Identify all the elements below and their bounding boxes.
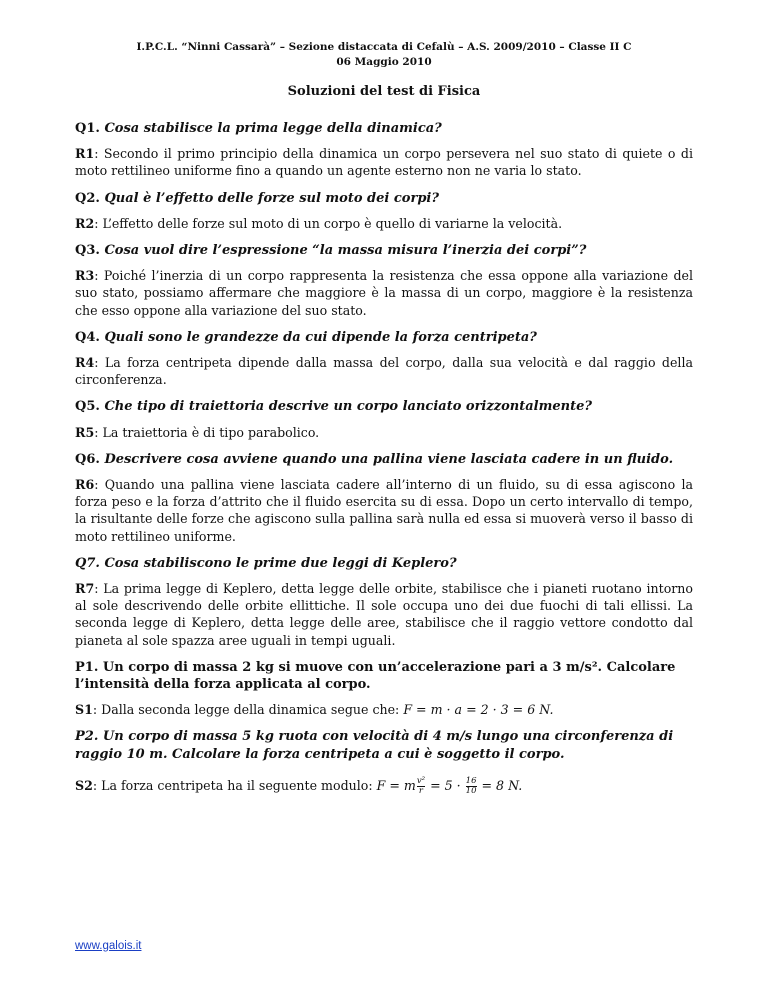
formula-newton: F = m · a = 2 · 3 = 6 N. <box>403 702 554 718</box>
problem-2: P2. Un corpo di massa 5 kg ruota con velocità di 4 m/s lungo una circonferenza di raggio 10 m. Calcolare la forza centripeta a cui è soggetto il corpo. <box>75 729 674 762</box>
answer-1: R1: Secondo il primo principio della dinamica un corpo persevera nel suo stato di quiete o di moto rettilineo uniforme fino a quando un agente esterno non ne varia lo stato. <box>75 146 693 179</box>
answer-7: R7: La prima legge di Keplero, detta legge delle orbite, stabilisce che i pianeti ruotano intorno al sole descrivendo delle orbite ellittiche. Il sole occupa uno dei due fuochi di tali ellissi. La seconda legge di Keplero, detta legge delle aree, stabilisce che il raggio vettore condotto dal pianeta al sole spazza aree uguali in tempi uguali. <box>75 581 693 648</box>
answer-6: R6: Quando una pallina viene lasciata cadere all’interno di un fluido, su di essa agiscono la forza peso e la forza d’attrito che il fluido esercita su di essa. Dopo un certo intervallo di tempo, la risultante delle forze che agiscono sulla pallina sarà nulla ed essa si muoverà verso il basso di moto rettilineo uniforme. <box>75 477 693 544</box>
question-2: Q2. Qual è l’effetto delle forze sul moto dei corpi? <box>75 190 439 206</box>
question-7: Q7. Cosa stabiliscono le prime due leggi di Keplero? <box>75 555 457 571</box>
question-1: Q1. Cosa stabilisce la prima legge della dinamica? <box>75 121 442 136</box>
solution-2: S2: La forza centripeta ha il seguente modulo: F = m $\frac{\text{v²}}{r}$ = 5 · $\frac{16}{10}$ = 8 N. <box>75 775 523 796</box>
answer-5: R5: La traiettoria è di tipo parabolico. <box>75 424 320 440</box>
header-school-line: I.P.C.L. “Ninni Cassarà” – Sezione distaccata di Cefalù – A.S. 2009/2010 – Classe II C <box>136 41 632 53</box>
solution-1: S1: Dalla seconda legge della dinamica segue che: F = m · a = 2 · 3 = 6 N. <box>75 702 554 718</box>
document-header <box>0 40 768 70</box>
answer-2: R2: L’effetto delle forze sul moto di un corpo è quello di variarne la velocità. <box>75 215 563 231</box>
question-3: Q3. Cosa vuol dire l’espressione “la massa misura l’inerzia dei corpi”? <box>75 243 587 259</box>
answer-4: R4: La forza centripeta dipende dalla massa del corpo, dalla sua velocità e dal raggio della circonferenza. <box>75 355 693 388</box>
problem-1: P1. Un corpo di massa 2 kg si muove con un’accelerazione pari a 3 m/s². Calcolare l’intensità della forza applicata al corpo. <box>75 659 676 693</box>
document-title: Soluzioni del test di Fisica <box>287 84 481 99</box>
header-date: 06 Maggio 2010 <box>336 56 432 68</box>
question-4: Q4. Quali sono le grandezze da cui dipende la forza centripeta? <box>75 329 537 345</box>
question-6: Q6. Descrivere cosa avviene quando una pallina viene lasciata cadere in un fluido. <box>75 451 674 467</box>
website-link[interactable]: www.galois.it <box>75 940 142 952</box>
answer-3: R3: Poiché l’inerzia di un corpo rappresenta la resistenza che essa oppone alla variazione del suo stato, possiamo affermare che maggiore è la massa di un corpo, maggiore è la resistenza che esso oppone alla variazione del suo stato. <box>75 268 693 318</box>
document-body <box>75 120 693 806</box>
question-5: Q5. Che tipo di traiettoria descrive un corpo lanciato orizzontalmente? <box>75 399 592 415</box>
formula-centripetal: F = m $\frac{\text{v²}}{r}$ = 5 · $\frac{16}{10}$ = 8 N. <box>376 775 523 796</box>
